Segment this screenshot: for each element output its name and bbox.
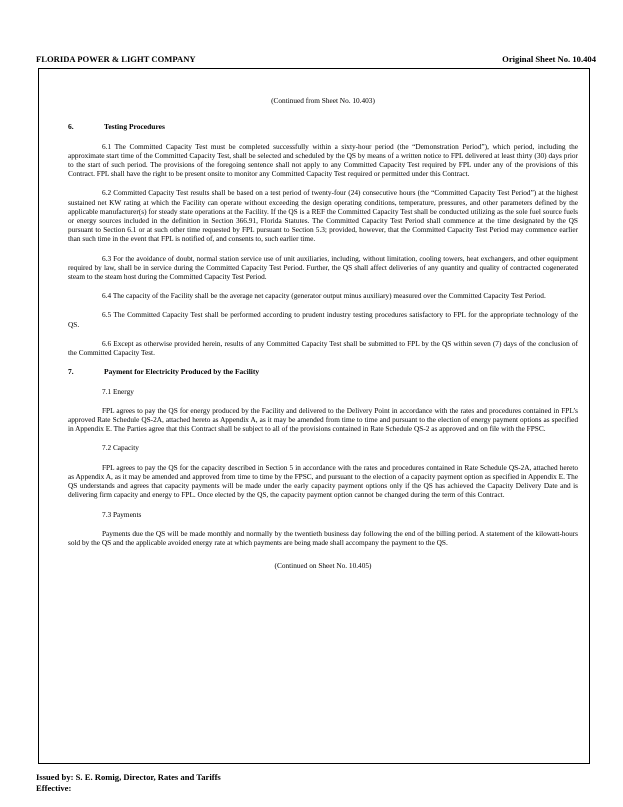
document-frame: [38, 68, 590, 764]
paragraph-6-3: 6.3 For the avoidance of doubt, normal station service use of unit auxiliaries, including, without limitation, cooling towers, heat exchangers, and other equipment required by law, shall be in service during the Committed Capacity Test Period. Further, the QS shall affect deliveries of any quantity and quality of contracted cogenerated steam to the steam host during the Committed Capacity Test Period.: [68, 253, 578, 282]
section-7-heading: [68, 367, 578, 376]
paragraph-6-4: 6.4 The capacity of the Facility shall be the average net capacity (generator output minus auxiliary) measured over the Committed Capacity Test Period.: [102, 291, 546, 301]
paragraph-6-6: 6.6 Except as otherwise provided herein, results of any Committed Capacity Test shall be submitted to FPL by the QS within seven (7) days of the conclusion of the Committed Capacity Test.: [68, 338, 578, 358]
company-name: FLORIDA POWER & LIGHT COMPANY: [36, 54, 196, 64]
section-number: 7.: [68, 367, 74, 377]
section-6-heading: [68, 122, 578, 131]
sheet-number: Original Sheet No. 10.404: [502, 54, 596, 64]
paragraph-6-5: 6.5 The Committed Capacity Test shall be performed according to prudent industry testing procedures satisfactory to FPL for the appropriate technology of the QS.: [68, 310, 578, 329]
section-title: Payment for Electricity Produced by the Facility: [104, 367, 260, 377]
section-number: 6.: [68, 122, 74, 132]
issued-by: Issued by: S. E. Romig, Director, Rates and Tariffs: [36, 772, 221, 782]
paragraph-7-1: FPL agrees to pay the QS for energy produced by the Facility and delivered to the Delivery Point in accordance with the rates and procedures contained in FPL’s approved Rate Schedule QS-2A, attached hereto as Appendix A, as it may be amended from time to time and pursuant to the election of energy payment options as specified in Appendix E. The Parties agree that this Contract shall be subject to all of the provisions contained in Rate Schedule QS-2 as approved and on file with the FPSC.: [68, 405, 578, 434]
paragraph-7-3: Payments due the QS will be made monthly and normally by the twentieth business day following the end of the billing period. A statement of the kilowatt-hours sold by the QS and the applicable avoided energy rate at which payments are being made shall accompany the payment to the QS.: [68, 528, 578, 547]
document-body: [68, 69, 578, 570]
page-footer: [36, 772, 221, 793]
continued-from-note: (Continued from Sheet No. 10.403): [271, 96, 375, 105]
effective-date: Effective:: [36, 782, 72, 793]
paragraph-6-2: 6.2 Committed Capacity Test results shall be based on a test period of twenty-four (24) consecutive hours (the “Committed Capacity Test Period”) at the highest sustained net KW rating at which the Facility can operate without exceeding the design operating conditions, temperature, pressures, and other parameters defined by the applicable manufacturer(s) for steady state operations at the Facility. If the QS is a REF the Committed Capacity Test shall be conducted utilizing as the sole fuel source fuels or energy sources included in the definition in Section 366.91, Florida Statutes. The Committed Capacity Test Period shall commence at the time designated by the QS pursuant to Section 6.1 or at such other time requested by FPL pursuant to Section 5.3; provided, however, that the Committed Capacity Test Period may commence earlier than such time in the event that FPL is notified of, and consents to, such earlier time.: [68, 188, 578, 244]
subsection-7-2-title: 7.2 Capacity: [102, 443, 139, 453]
subsection-7-3-title: 7.3 Payments: [102, 509, 142, 519]
continued-on-note: (Continued on Sheet No. 10.405): [274, 561, 372, 571]
section-title: Testing Procedures: [104, 122, 165, 132]
paragraph-6-1: 6.1 The Committed Capacity Test must be completed successfully within a sixty-hour period (the “Demonstration Period”), which period, including the approximate start time of the Committed Capacity Test, shall be selected and scheduled by the QS by means of a written notice to FPL delivered at least thirty (30) days prior to the start of such period. The provisions of the foregoing sentence shall not apply to any Committed Capacity Test required by FPL under any of the provisions of this Contract. FPL shall have the right to be present onsite to monitor any Committed Capacity Test required or permitted under this Contract.: [68, 141, 578, 179]
paragraph-7-2: FPL agrees to pay the QS for the capacity described in Section 5 in accordance with the rates and procedures contained in Rate Schedule QS-2A, attached hereto as Appendix A, as it may be amended and approved from time to time by the FPSC, and pursuant to the election of a capacity payment option as specified in Appendix E. The QS understands and agrees that capacity payments will be made under the early capacity payment options only if the QS has achieved the Capacity Delivery Date and is delivering firm capacity and energy to FPL. Once elected by the QS, the capacity payment option cannot be changed during the term of this Contract.: [68, 462, 578, 500]
subsection-7-1-title: 7.1 Energy: [102, 386, 134, 396]
